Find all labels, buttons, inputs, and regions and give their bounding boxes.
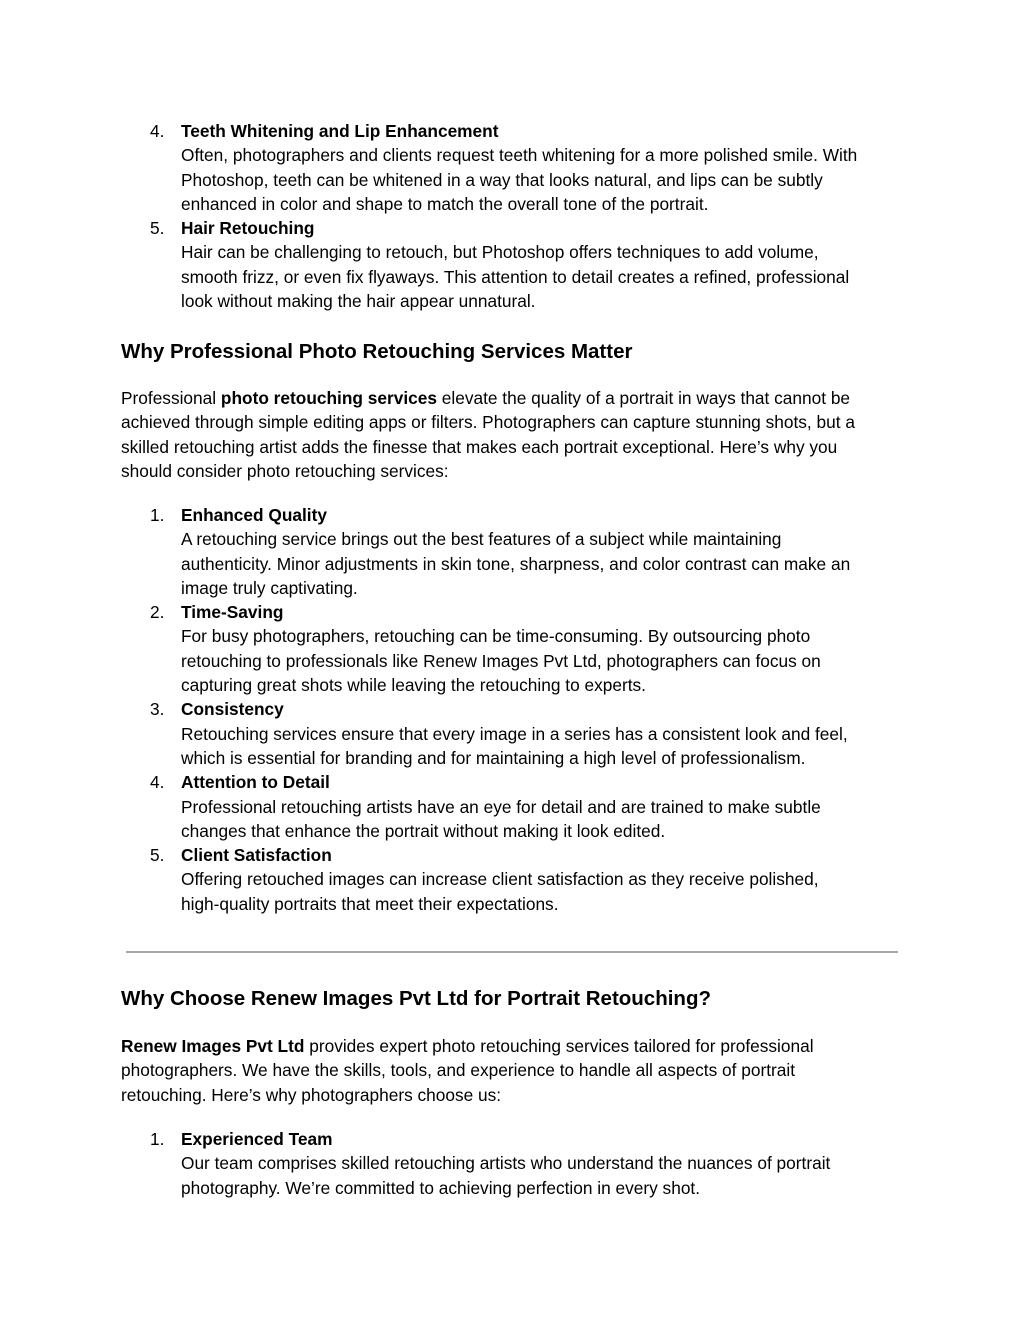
section1-intro [121, 386, 911, 483]
desc-line: A retouching service brings out the best features of a subject while maintaining [181, 529, 782, 550]
list-item-title: Enhanced Quality [181, 505, 327, 525]
list-item [0, 770, 1024, 843]
section-heading-why-professional: Why Professional Photo Retouching Services Matter [121, 340, 633, 363]
desc-line: changes that enhance the portrait without making it look edited. [181, 820, 666, 841]
intro-bold-text: photo retouching services [220, 388, 437, 408]
section1-list [0, 503, 1024, 916]
intro-text: elevate the quality of a portrait in ways that cannot be [436, 388, 851, 408]
list-item [0, 503, 1024, 600]
section2-intro [121, 1034, 911, 1107]
intro-bold-text: Renew Images Pvt Ltd [121, 1036, 305, 1056]
desc-line: Professional retouching artists have an eye for detail and are trained to make subtle [181, 796, 821, 817]
desc-line: high-quality portraits that meet their expectations. [181, 893, 559, 914]
list-item [0, 843, 1024, 916]
desc-line: look without making the hair appear unnatural. [181, 291, 536, 312]
list-item [0, 600, 1024, 697]
horizontal-divider [126, 951, 898, 953]
desc-line: Our team comprises skilled retouching artists who understand the nuances of portrait [181, 1153, 831, 1174]
desc-line: image truly captivating. [181, 577, 358, 598]
intro-line: should consider photo retouching services: [121, 460, 449, 481]
intro-text: provides expert photo retouching services tailored for professional [304, 1036, 814, 1056]
list-item-desc [181, 143, 921, 216]
list-item-title: Hair Retouching [181, 218, 315, 239]
desc-line: capturing great shots while leaving the retouching to experts. [181, 675, 646, 696]
section2-list [0, 1127, 1024, 1200]
desc-line: retouching to professionals like Renew Images Pvt Ltd, photographers can focus on [181, 650, 821, 671]
list-number: 4. [150, 121, 165, 141]
list-number: 3. [150, 699, 165, 720]
intro-line: achieved through simple editing apps or filters. Photographers can capture stunning shots, but a [121, 412, 855, 433]
intro-line: skilled retouching artist adds the finesse that makes each portrait exceptional. Here’s why you [121, 436, 838, 457]
list-item [0, 1127, 1024, 1200]
desc-line: which is essential for branding and for maintaining a high level of professionalism. [181, 747, 806, 768]
desc-line: smooth frizz, or even fix flyaways. This attention to detail creates a refined, professional [181, 266, 850, 287]
intro-line: retouching. Here’s why photographers choose us: [121, 1084, 502, 1105]
list-continued [0, 119, 1024, 313]
list-number: 5. [150, 218, 165, 239]
intro-line [121, 1034, 911, 1058]
desc-line: Offering retouched images can increase client satisfaction as they receive polished, [181, 869, 819, 890]
list-item [0, 697, 1024, 770]
desc-line: Hair can be challenging to retouch, but Photoshop offers techniques to add volume, [181, 242, 819, 263]
list-item [0, 216, 1024, 313]
section-heading-why-choose: Why Choose Renew Images Pvt Ltd for Portrait Retouching? [121, 987, 711, 1010]
list-number: 1. [150, 1129, 165, 1149]
list-item-title: Teeth Whitening and Lip Enhancement [181, 121, 499, 141]
list-item-title: Attention to Detail [181, 772, 330, 793]
intro-text: Professional [121, 388, 221, 408]
list-item-title: Client Satisfaction [181, 845, 332, 866]
list-item [0, 119, 1024, 216]
list-item-title: Experienced Team [181, 1129, 333, 1149]
desc-line: Retouching services ensure that every image in a series has a consistent look and feel, [181, 723, 848, 744]
desc-line: authenticity. Minor adjustments in skin tone, sharpness, and color contrast can make an [181, 553, 851, 574]
list-number: 5. [150, 845, 165, 866]
desc-line: Often, photographers and clients request teeth whitening for a more polished smile. With [181, 145, 858, 166]
list-item-title: Consistency [181, 699, 284, 720]
intro-line: photographers. We have the skills, tools, and experience to handle all aspects of portrait [121, 1060, 796, 1081]
list-item-title: Time-Saving [181, 602, 284, 623]
desc-line: For busy photographers, retouching can be time-consuming. By outsourcing photo [181, 626, 811, 647]
desc-line: Photoshop, teeth can be whitened in a way that looks natural, and lips can be subtly [181, 169, 823, 190]
desc-line: photography. We’re committed to achieving perfection in every shot. [181, 1177, 701, 1198]
desc-line: enhanced in color and shape to match the overall tone of the portrait. [181, 193, 709, 214]
list-number: 4. [150, 772, 165, 793]
list-number: 2. [150, 602, 165, 623]
list-number: 1. [150, 505, 165, 525]
list-item-desc [181, 240, 921, 313]
intro-line [121, 386, 911, 410]
